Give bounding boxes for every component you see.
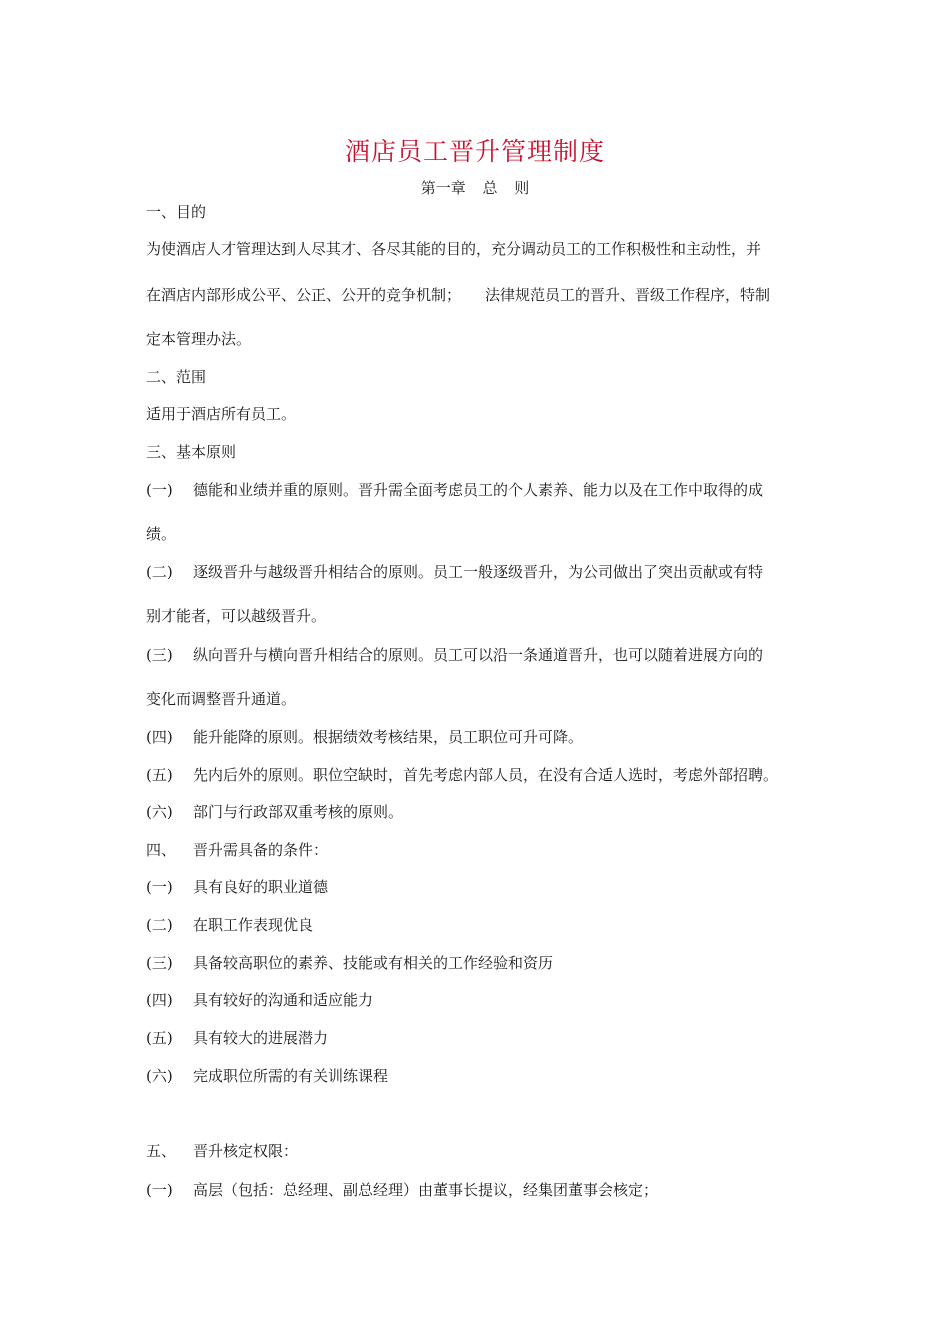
chapter-heading: 第一章 总 则 [420,179,530,197]
list-item: (四) 能升能降的原则。根据绩效考核结果，员工职位可升可降。 [146,728,584,746]
paragraph-line: 变化而调整晋升通道。 [146,690,297,708]
list-item: (一) 具有良好的职业道德 [146,878,329,896]
section-heading-purpose: 一、目的 [146,203,207,221]
document-title: 酒店员工晋升管理制度 [344,137,605,166]
section-heading-authority: 五、 晋升核定权限： [146,1142,299,1160]
list-item: (三) 具备较高职位的素养、技能或有相关的工作经验和资历 [146,954,554,972]
section-heading-principles: 三、基本原则 [146,443,237,461]
list-item: (一) 高层（包括：总经理、副总经理）由董事长提议，经集团董事会核定； [146,1181,659,1199]
paragraph-line: 在酒店内部形成公平、公正、公开的竞争机制； 法律规范员工的晋升、晋级工作程序，特制 [146,286,771,304]
list-item: (五) 先内后外的原则。职位空缺时，首先考虑内部人员，在没有合适人选时，考虑外部招聘。 [146,766,779,784]
section-heading-scope: 二、范围 [146,368,207,386]
list-item: (四) 具有较好的沟通和适应能力 [146,991,374,1009]
paragraph-line: 绩。 [146,525,177,543]
list-item: (六) 完成职位所需的有关训练课程 [146,1067,389,1085]
list-item: (三) 纵向晋升与横向晋升相结合的原则。员工可以沿一条通道晋升，也可以随着进展方向的 [146,646,764,664]
paragraph-line: 适用于酒店所有员工。 [146,405,297,423]
paragraph-line: 别才能者，可以越级晋升。 [146,607,327,625]
paragraph-line: 定本管理办法。 [146,330,252,348]
list-item: (五) 具有较大的进展潜力 [146,1029,329,1047]
list-item: (二) 在职工作表现优良 [146,916,314,934]
list-item: (一) 德能和业绩并重的原则。晋升需全面考虑员工的个人素养、能力以及在工作中取得的成 [146,481,764,499]
paragraph-line: 为使酒店人才管理达到人尽其才、各尽其能的目的，充分调动员工的工作积极性和主动性，并 [146,240,762,258]
section-heading-conditions: 四、 晋升需具备的条件： [146,841,329,859]
list-item: (六) 部门与行政部双重考核的原则。 [146,803,404,821]
list-item: (二) 逐级晋升与越级晋升相结合的原则。员工一般逐级晋升，为公司做出了突出贡献或有特 [146,563,764,581]
